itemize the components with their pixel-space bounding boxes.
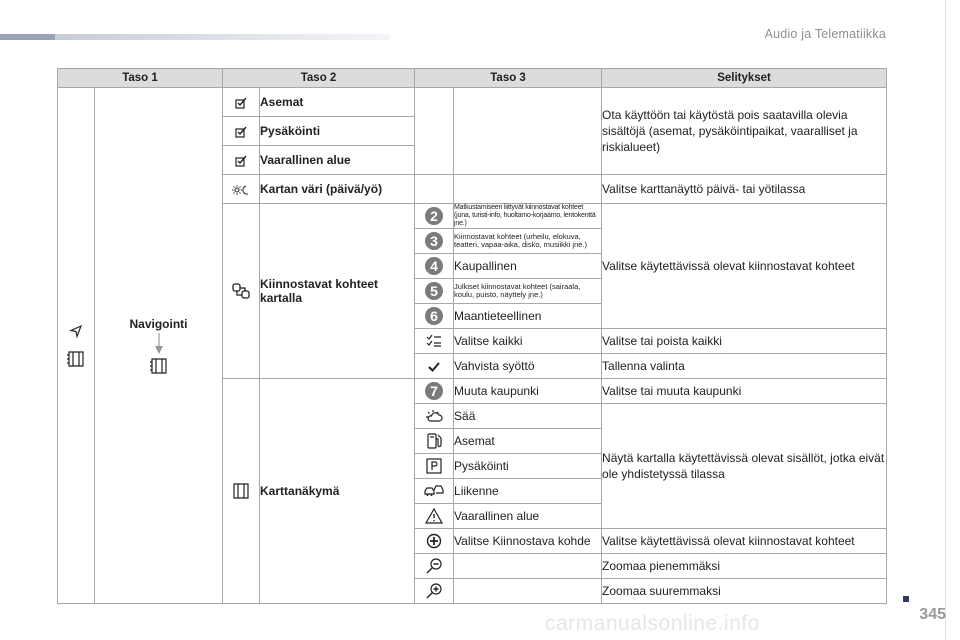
parking-icon[interactable] [415, 454, 454, 479]
navigation-map-icon [95, 357, 222, 375]
poi-item-leisure[interactable]: Kiinnostavat kohteet (urheilu, elokuva, teatteri, vapaa-aika, disko, musiikki jne.) [454, 229, 602, 254]
empty-cell [454, 88, 602, 175]
menu-item-kiinnostavat[interactable]: Kiinnostavat kohteet kartalla [260, 204, 415, 379]
empty-cell [454, 579, 602, 604]
poi-item-commercial[interactable]: Kaupallinen [454, 254, 602, 279]
desc-muuta-kaupunki: Valitse tai muuta kaupunki [602, 379, 887, 404]
menu-item-vaarallinen[interactable]: Vaarallinen alue [260, 146, 415, 175]
desc-poi: Valitse käytettävissä olevat kiinnostavat kohteet [602, 204, 887, 329]
fuel-station-icon[interactable] [415, 429, 454, 454]
menu-item-asemat[interactable]: Asemat [260, 88, 415, 117]
page-marker [903, 596, 909, 602]
menu-item-vaarallinen-map[interactable]: Vaarallinen alue [454, 504, 602, 529]
desc-content-toggle: Ota käyttöön tai käytöstä pois saatavilla olevia sisältöjä (asemat, pysäköintipaikat, vaaralliset ja riskialueet) [602, 88, 887, 175]
checkbox-icon[interactable] [223, 117, 260, 146]
zoom-in-icon[interactable] [415, 579, 454, 604]
poi-map-icon[interactable] [223, 204, 260, 379]
desc-zoom-in: Zoomaa suuremmaksi [602, 579, 887, 604]
select-poi-icon[interactable] [415, 529, 454, 554]
desc-kartan-vari: Valitse karttanäyttö päivä- tai yötilassa [602, 175, 887, 204]
menu-item-kartan-vari[interactable]: Kartan väri (päivä/yö) [260, 175, 415, 204]
select-all-icon[interactable] [415, 329, 454, 354]
navigation-menu-table [57, 68, 887, 604]
badge-4 [415, 254, 454, 279]
menu-item-asemat-map[interactable]: Asemat [454, 429, 602, 454]
col-header-level2: Taso 2 [223, 69, 415, 88]
checkmark-icon[interactable] [415, 354, 454, 379]
badge-5 [415, 279, 454, 304]
badge-number: 2 [425, 207, 443, 225]
day-night-icon[interactable] [223, 175, 260, 204]
desc-vahvista: Tallenna valinta [602, 354, 887, 379]
badge-6 [415, 304, 454, 329]
navigation-label: Navigointi [129, 316, 188, 331]
menu-item-valitse-kaikki[interactable]: Valitse kaikki [454, 329, 602, 354]
map-view-icon[interactable] [223, 379, 260, 604]
header-bar-dark [0, 34, 55, 40]
badge-number: 4 [425, 257, 443, 275]
badge-number: 7 [425, 382, 443, 400]
badge-number: 3 [425, 232, 443, 250]
empty-cell [454, 175, 602, 204]
desc-kohde: Valitse käytettävissä olevat kiinnostavat kohteet [602, 529, 887, 554]
checkbox-icon[interactable] [223, 88, 260, 117]
empty-cell [415, 88, 454, 175]
level1-navigation [95, 88, 223, 604]
badge-number: 5 [425, 282, 443, 300]
section-title: Audio ja Telematiikka [764, 27, 886, 41]
empty-cell [415, 175, 454, 204]
desc-valitse-kaikki: Valitse tai poista kaikki [602, 329, 887, 354]
badge-3 [415, 229, 454, 254]
navigation-arrow-icon [58, 323, 94, 338]
col-header-level3: Taso 3 [415, 69, 602, 88]
badge-2 [415, 204, 454, 229]
menu-item-pysakointi[interactable]: Pysäköinti [260, 117, 415, 146]
empty-cell [454, 554, 602, 579]
desc-zoom-out: Zoomaa pienemmäksi [602, 554, 887, 579]
badge-number: 6 [425, 307, 443, 325]
poi-item-public[interactable]: Julkiset kiinnostavat kohteet (sairaala, koulu, puisto, näyttely jne.) [454, 279, 602, 304]
badge-7 [415, 379, 454, 404]
warning-icon[interactable] [415, 504, 454, 529]
traffic-icon[interactable] [415, 479, 454, 504]
menu-item-pysakointi-map[interactable]: Pysäköinti [454, 454, 602, 479]
poi-item-geographic[interactable]: Maantieteellinen [454, 304, 602, 329]
map-menu-icon [58, 350, 94, 368]
page-number: 345 [919, 606, 946, 623]
col-header-description: Selitykset [602, 69, 887, 88]
level1-icons [58, 88, 95, 604]
menu-item-saa[interactable]: Sää [454, 404, 602, 429]
menu-item-kohde[interactable]: Valitse Kiinnostava kohde [454, 529, 602, 554]
col-header-level1: Taso 1 [58, 69, 223, 88]
menu-item-karttanakyma[interactable]: Karttanäkymä [260, 379, 415, 604]
zoom-out-icon[interactable] [415, 554, 454, 579]
watermark: carmanualsonline.info [545, 612, 760, 635]
menu-item-liikenne[interactable]: Liikenne [454, 479, 602, 504]
poi-item-travel[interactable]: Matkustamiseen liittyvät kiinnostavat kohteet (juna, turisti-info, huoltamo-korjaamo, lentokenttä jne.) [454, 204, 602, 229]
checkbox-icon[interactable] [223, 146, 260, 175]
weather-icon[interactable] [415, 404, 454, 429]
menu-item-muuta-kaupunki[interactable]: Muuta kaupunki [454, 379, 602, 404]
menu-item-vahvista[interactable]: Vahvista syöttö [454, 354, 602, 379]
down-arrow-icon [154, 333, 164, 355]
desc-map-contents: Näytä kartalla käytettävissä olevat sisällöt, jotka eivät ole yhdistetyssä tilassa [602, 404, 887, 529]
margin-line [945, 0, 946, 640]
header-bar-fade [55, 34, 390, 40]
table-header-row [58, 69, 887, 88]
